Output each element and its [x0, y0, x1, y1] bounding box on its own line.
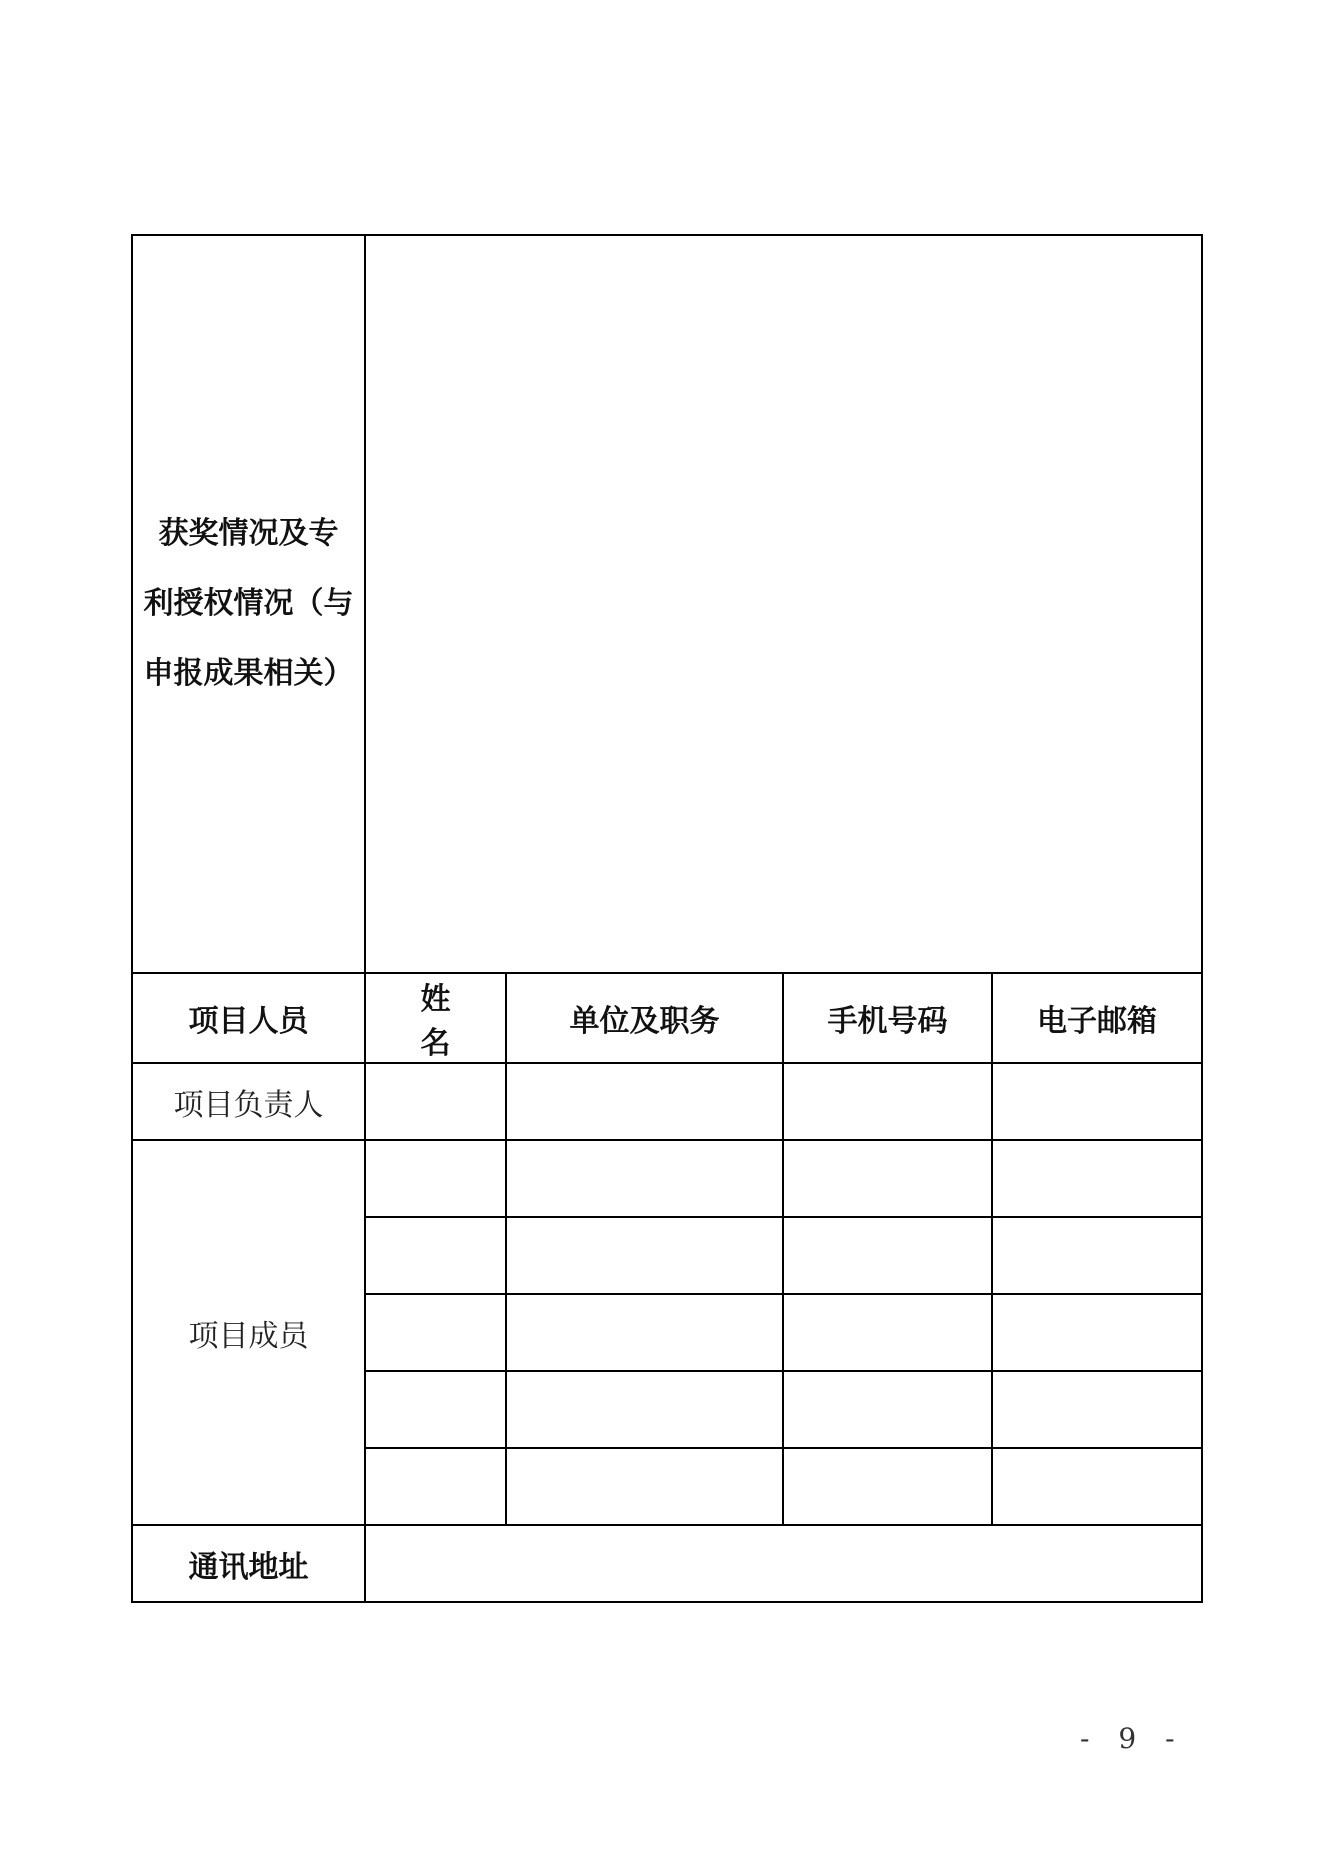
header-name: 姓 名 [365, 973, 506, 1063]
member-mobile-field[interactable] [783, 1448, 992, 1525]
member-row [132, 1140, 1202, 1217]
page-number: - 9 - [1080, 1722, 1185, 1755]
header-organization-position: 单位及职务 [506, 973, 783, 1063]
member-mobile-field[interactable] [783, 1140, 992, 1217]
address-field[interactable] [365, 1525, 1202, 1602]
address-row [132, 1525, 1202, 1602]
address-label: 通讯地址 [132, 1525, 365, 1602]
member-name-field[interactable] [365, 1217, 506, 1294]
member-organization-field[interactable] [506, 1448, 783, 1525]
header-project-personnel: 项目人员 [132, 973, 365, 1063]
awards-content-field[interactable] [365, 235, 1202, 973]
members-label: 项目成员 [132, 1140, 365, 1525]
member-name-field[interactable] [365, 1371, 506, 1448]
awards-row [132, 235, 1202, 973]
awards-label-line-3: 申报成果相关） [143, 656, 354, 691]
personnel-header-row [132, 973, 1202, 1063]
member-mobile-field[interactable] [783, 1217, 992, 1294]
member-name-field[interactable] [365, 1448, 506, 1525]
member-email-field[interactable] [992, 1371, 1202, 1448]
leader-label: 项目负责人 [132, 1063, 365, 1140]
application-form-table [131, 234, 1203, 1603]
member-organization-field[interactable] [506, 1371, 783, 1448]
member-organization-field[interactable] [506, 1140, 783, 1217]
header-email: 电子邮箱 [992, 973, 1202, 1063]
member-email-field[interactable] [992, 1294, 1202, 1371]
awards-label-line-1: 获奖情况及专 [158, 516, 339, 551]
member-email-field[interactable] [992, 1217, 1202, 1294]
leader-email-field[interactable] [992, 1063, 1202, 1140]
member-mobile-field[interactable] [783, 1294, 992, 1371]
leader-row [132, 1063, 1202, 1140]
header-mobile-number: 手机号码 [783, 973, 992, 1063]
leader-mobile-field[interactable] [783, 1063, 992, 1140]
leader-name-field[interactable] [365, 1063, 506, 1140]
awards-label-line-2: 利授权情况（与 [143, 586, 354, 621]
member-organization-field[interactable] [506, 1217, 783, 1294]
member-name-field[interactable] [365, 1294, 506, 1371]
leader-organization-field[interactable] [506, 1063, 783, 1140]
member-mobile-field[interactable] [783, 1371, 992, 1448]
member-name-field[interactable] [365, 1140, 506, 1217]
awards-label-cell [132, 235, 365, 973]
member-email-field[interactable] [992, 1448, 1202, 1525]
member-email-field[interactable] [992, 1140, 1202, 1217]
member-organization-field[interactable] [506, 1294, 783, 1371]
